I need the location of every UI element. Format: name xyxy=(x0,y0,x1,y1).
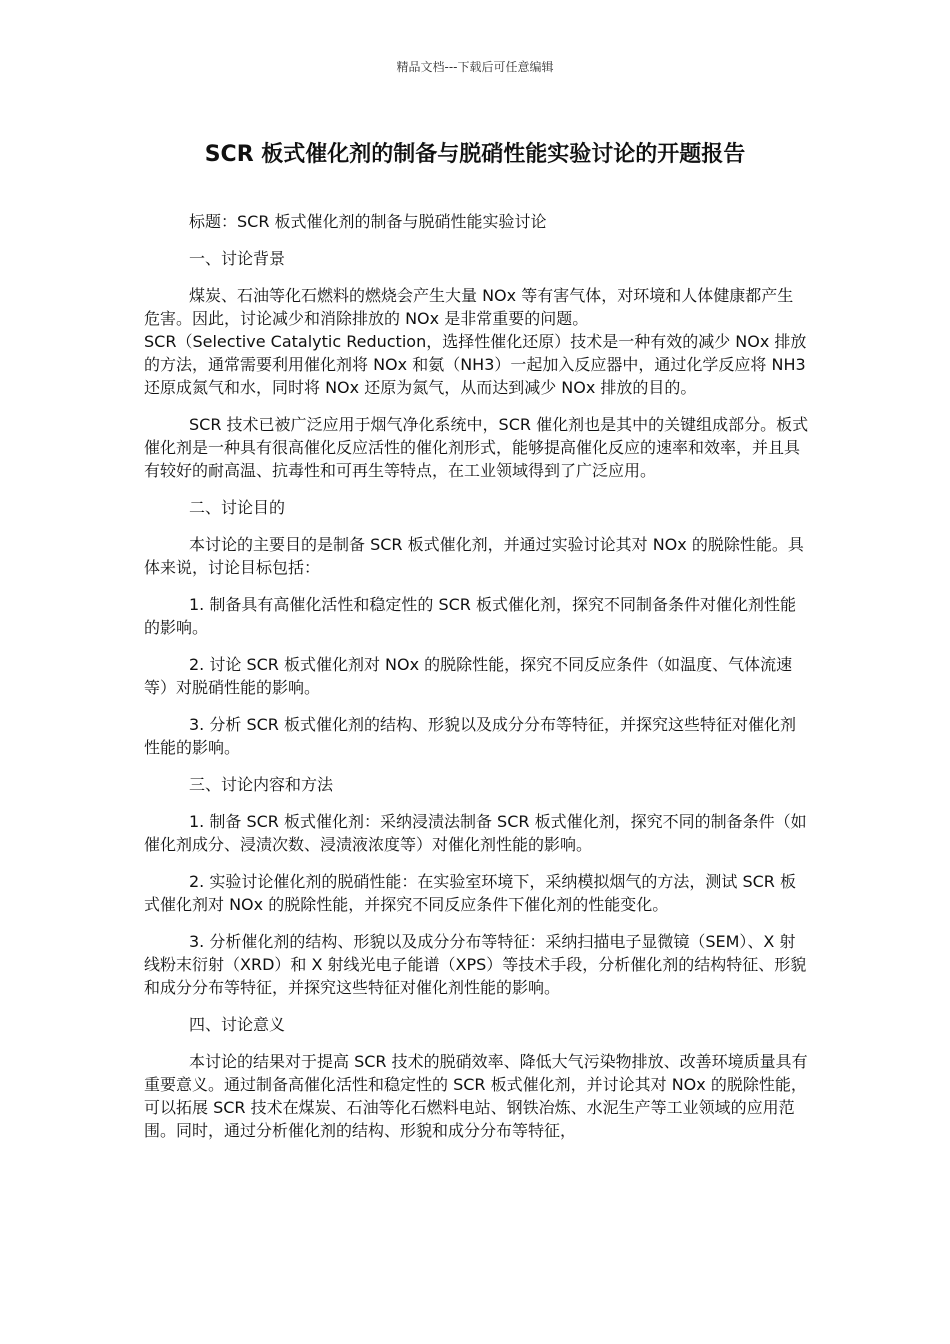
list-item: 2. 讨论 SCR 板式催化剂对 NOx 的脱除性能，探究不同反应条件（如温度、气体流速等）对脱硝性能的影响。 xyxy=(144,655,793,697)
paragraph: SCR（Selective Catalytic Reduction，选择性催化还原）技术是一种有效的减少 NOx 排放的方法，通常需要利用催化剂将 NOx 和氨（NH3）一起加入反应器中，通过化学反应将 NH3 还原成氮气和水，同时将 NOx 还原为氮气，从而达到减少 NOx 排放的目的。 xyxy=(144,332,807,397)
paragraph: 煤炭、石油等化石燃料的燃烧会产生大量 NOx 等有害气体，对环境和人体健康都产生危害。因此，讨论减少和消除排放的 NOx 是非常重要的问题。 xyxy=(144,286,794,328)
paragraph: 本讨论的结果对于提高 SCR 技术的脱硝效率、降低大气污染物排放、改善环境质量具有重要意义。通过制备高催化活性和稳定性的 SCR 板式催化剂，并讨论其对 NOx 的脱除性能，可以拓展 SCR 技术在煤炭、石油等化石燃料电站、钢铁冶炼、水泥生产等工业领域的应用范围。同时，通过分析催化剂的结构、形貌和成分分布等特征， xyxy=(144,1052,808,1140)
list-item: 1. 制备具有高催化活性和稳定性的 SCR 板式催化剂，探究不同制备条件对催化剂性能的影响。 xyxy=(144,595,796,637)
section-heading-significance: 四、讨论意义 xyxy=(189,1015,286,1034)
list-item: 3. 分析 SCR 板式催化剂的结构、形貌以及成分分布等特征，并探究这些特征对催化剂性能的影响。 xyxy=(144,715,796,757)
section-heading-purpose: 二、讨论目的 xyxy=(189,498,286,517)
paragraph: SCR 技术已被广泛应用于烟气净化系统中，SCR 催化剂也是其中的关键组成部分。板式催化剂是一种具有很高催化反应活性的催化剂形式，能够提高催化反应的速率和效率，并且具有较好的耐高温、抗毒性和可再生等特点，在工业领域得到了广泛应用。 xyxy=(144,415,809,480)
header-note: 精品文档---下载后可任意编辑 xyxy=(396,60,554,74)
section-heading-background: 一、讨论背景 xyxy=(189,249,286,268)
document-body xyxy=(144,210,809,1156)
list-item: 2. 实验讨论催化剂的脱硝性能：在实验室环境下，采纳模拟烟气的方法，测试 SCR 板式催化剂对 NOx 的脱除性能，并探究不同反应条件下催化剂的性能变化。 xyxy=(144,872,796,914)
list-item: 3. 分析催化剂的结构、形貌以及成分分布等特征：采纳扫描电子显微镜（SEM）、X 射线粉末衍射（XRD）和 X 射线光电子能谱（XPS）等技术手段，分析催化剂的结构特征、形貌和成分分布等特征，并探究这些特征对催化剂性能的影响。 xyxy=(144,932,807,997)
section-heading-methods: 三、讨论内容和方法 xyxy=(189,775,334,794)
subject-line: 标题：SCR 板式催化剂的制备与脱硝性能实验讨论 xyxy=(189,212,547,231)
document-title: SCR 板式催化剂的制备与脱硝性能实验讨论的开题报告 xyxy=(204,142,746,167)
paragraph: 本讨论的主要目的是制备 SCR 板式催化剂，并通过实验讨论其对 NOx 的脱除性能。具体来说，讨论目标包括： xyxy=(144,535,804,577)
list-item: 1. 制备 SCR 板式催化剂：采纳浸渍法制备 SCR 板式催化剂，探究不同的制备条件（如催化剂成分、浸渍次数、浸渍液浓度等）对催化剂性能的影响。 xyxy=(144,812,807,854)
